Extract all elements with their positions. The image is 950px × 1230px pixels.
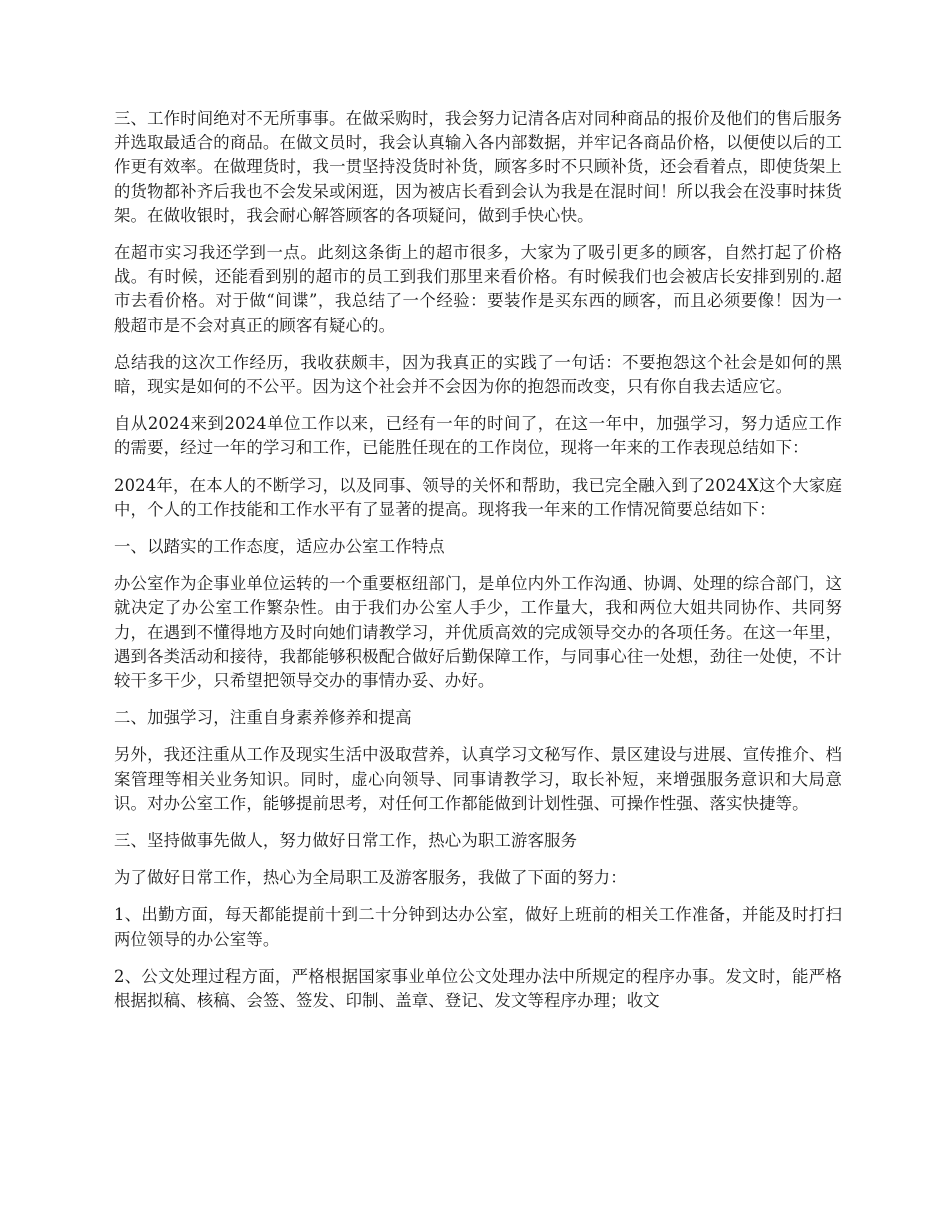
paragraph: 2024年，在本人的不断学习，以及同事、领导的关怀和帮助，我已完全融入到了2024X这个大家庭中，个人的工作技能和工作水平有了显著的提高。现将我一年来的工作情况简要总结如下： xyxy=(114,475,842,519)
paragraph: 总结我的这次工作经历，我收获颇丰，因为我真正的实践了一句话：不要抱怨这个社会是如何的黑暗，现实是如何的不公平。因为这个社会并不会因为你的抱怨而改变，只有你自我去适应它。 xyxy=(114,352,842,397)
list-item: 1、出勤方面，每天都能提前十到二十分钟到达办公室，做好上班前的相关工作准备，并能及时打扫两位领导的办公室等。 xyxy=(114,905,842,949)
section-heading: 三、坚持做事先做人，努力做好日常工作，热心为职工游客服务 xyxy=(114,831,578,851)
paragraph: 为了做好日常工作，热心为全局职工及游客服务，我做了下面的努力： xyxy=(114,868,627,888)
paragraph: 办公室作为企事业单位运转的一个重要枢纽部门，是单位内外工作沟通、协调、处理的综合部门，这就决定了办公室工作繁杂性。由于我们办公室人手少，工作量大，我和两位大姐共同协作、共同努力，在遇到不懂得地方及时向她们请教学习，并优质高效的完成领导交办的各项任务。在这一年里，遇到各类活动和接待，我都能够积极配合做好后勤保障工作，与同事心往一处想，劲往一处使，不计较干多干少，只希望把领导交办的事情办妥、办好。 xyxy=(114,574,842,691)
section-heading: 一、以踏实的工作态度，适应办公室工作特点 xyxy=(114,537,445,557)
document-body xyxy=(114,107,842,1026)
paragraph: 另外，我还注重从工作及现实生活中汲取营养，认真学习文秘写作、景区建设与进展、宣传推介、档案管理等相关业务知识。同时，虚心向领导、同事请教学习，取长补短，来增强服务意识和大局意识。对办公室工作，能够提前思考，对任何工作都能做到计划性强、可操作性强、落实快捷等。 xyxy=(114,745,842,813)
paragraph: 三、工作时间绝对不无所事事。在做采购时，我会努力记清各店对同种商品的报价及他们的售后服务并选取最适合的商品。在做文员时，我会认真输入各内部数据，并牢记各商品价格，以便使以后的工作更有效率。在做理货时，我一贯坚持没货时补货，顾客多时不只顾补货，还会看着点，即使货架上的货物都补齐后我也不会发呆或闲逛，因为被店长看到会认为我是在混时间！所以我会在没事时抹货架。在做收银时，我会耐心解答顾客的各项疑问，做到手快心快。 xyxy=(114,109,842,225)
list-item: 2、公文处理过程方面，严格根据国家事业单位公文处理办法中所规定的程序办事。发文时，能严格根据拟稿、核稿、会签、签发、印制、盖章、登记、发文等程序办理；收文 xyxy=(114,966,842,1011)
section-heading: 二、加强学习，注重自身素养修养和提高 xyxy=(114,708,412,728)
paragraph: 自从2024来到2024单位工作以来，已经有一年的时间了，在这一年中，加强学习，努力适应工作的需要，经过一年的学习和工作，已能胜任现在的工作岗位，现将一年来的工作表现总结如下： xyxy=(114,414,842,458)
paragraph: 在超市实习我还学到一点。此刻这条街上的超市很多，大家为了吸引更多的顾客，自然打起了价格战。有时候，还能看到别的超市的员工到我们那里来看价格。有时候我们也会被店长安排到别的.超市去看价格。对于做“间谍”，我总结了一个经验：要装作是买东西的顾客，而且必须要像！因为一般超市是不会对真正的顾客有疑心的。 xyxy=(114,243,842,335)
